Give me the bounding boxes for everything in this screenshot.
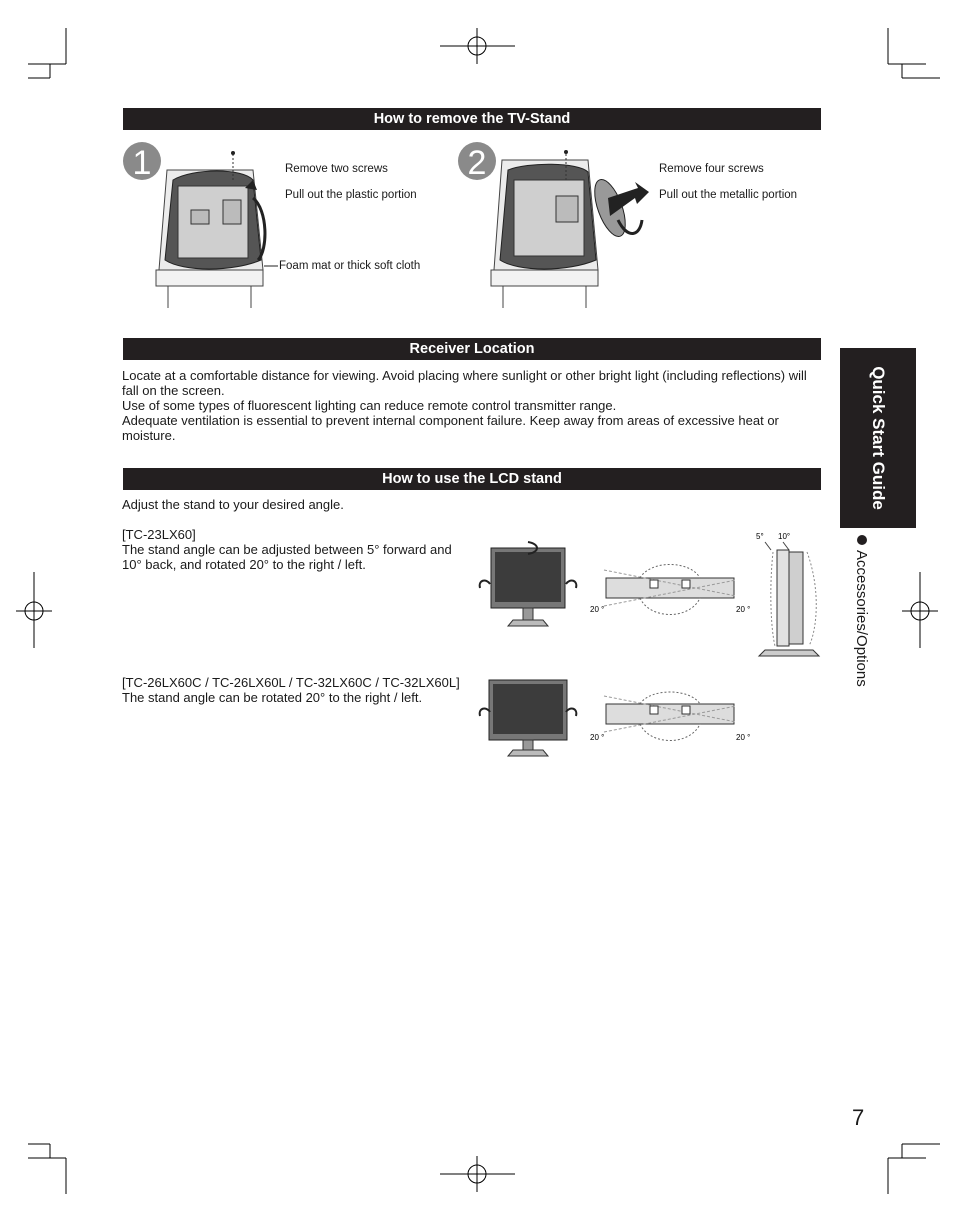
page-number: 7: [852, 1105, 865, 1130]
paragraph: Locate at a comfortable distance for viewing. Avoid placing where sunlight or other bright light (including reflections) will fall on the screen.: [122, 368, 807, 398]
model-a-text: [122, 527, 472, 572]
section-heading-remove-stand: How to remove the TV-Stand: [123, 108, 821, 130]
model-a-side-view: [755, 530, 825, 660]
step-2-illustration: [458, 140, 658, 310]
model-b-description: The stand angle can be rotated 20° to the right / left.: [122, 690, 423, 705]
side-tab-subtitle-text: Accessories/Options: [853, 550, 870, 687]
callout-foam-mat: Foam mat or thick soft cloth: [279, 260, 421, 272]
tilt-back-label: 10°: [778, 532, 791, 541]
callout-pull-out-plastic: Pull out the plastic portion: [285, 189, 417, 201]
model-b-models: [TC-26LX60C / TC-26LX60L / TC-32LX60C / TC-32LX60L]: [122, 675, 460, 690]
model-b-top-view: [590, 686, 750, 766]
lcd-stand-intro: Adjust the stand to your desired angle.: [122, 497, 344, 512]
callout-remove-two-screws: Remove two screws: [285, 163, 388, 175]
angle-left-label: 20 °: [590, 733, 605, 742]
step-number-2: 2: [467, 144, 487, 182]
side-tab: [840, 348, 916, 528]
step-number-1: 1: [132, 144, 152, 182]
side-tab-title: Quick Start Guide: [869, 366, 888, 510]
model-a-models: [TC-23LX60]: [122, 527, 196, 542]
angle-right-label: 20 °: [736, 733, 751, 742]
section-heading-lcd-stand: How to use the LCD stand: [123, 468, 821, 490]
paragraph: Adequate ventilation is essential to prevent internal component failure. Keep away from areas of excessive heat or moisture.: [122, 413, 779, 443]
side-tab-subtitle: [846, 535, 876, 735]
callout-remove-four-screws: Remove four screws: [659, 163, 764, 175]
model-a-front-view: [478, 538, 578, 633]
receiver-location-text: [122, 368, 822, 443]
model-a-description: The stand angle can be adjusted between 5° forward and 10° back, and rotated 20° to the right / left.: [122, 542, 452, 572]
angle-left-label: 20 °: [590, 605, 605, 614]
angle-right-label: 20 °: [736, 605, 751, 614]
model-a-top-view: [590, 550, 750, 630]
bullet-icon: [857, 535, 867, 545]
model-b-front-view: [478, 676, 578, 761]
model-b-text: [122, 675, 482, 705]
section-heading-receiver-location: Receiver Location: [123, 338, 821, 360]
step-1-illustration: [123, 140, 443, 310]
tilt-forward-label: 5°: [756, 532, 764, 541]
callout-pull-out-metallic: Pull out the metallic portion: [659, 189, 798, 201]
paragraph: Use of some types of fluorescent lighting can reduce remote control transmitter range.: [122, 398, 617, 413]
